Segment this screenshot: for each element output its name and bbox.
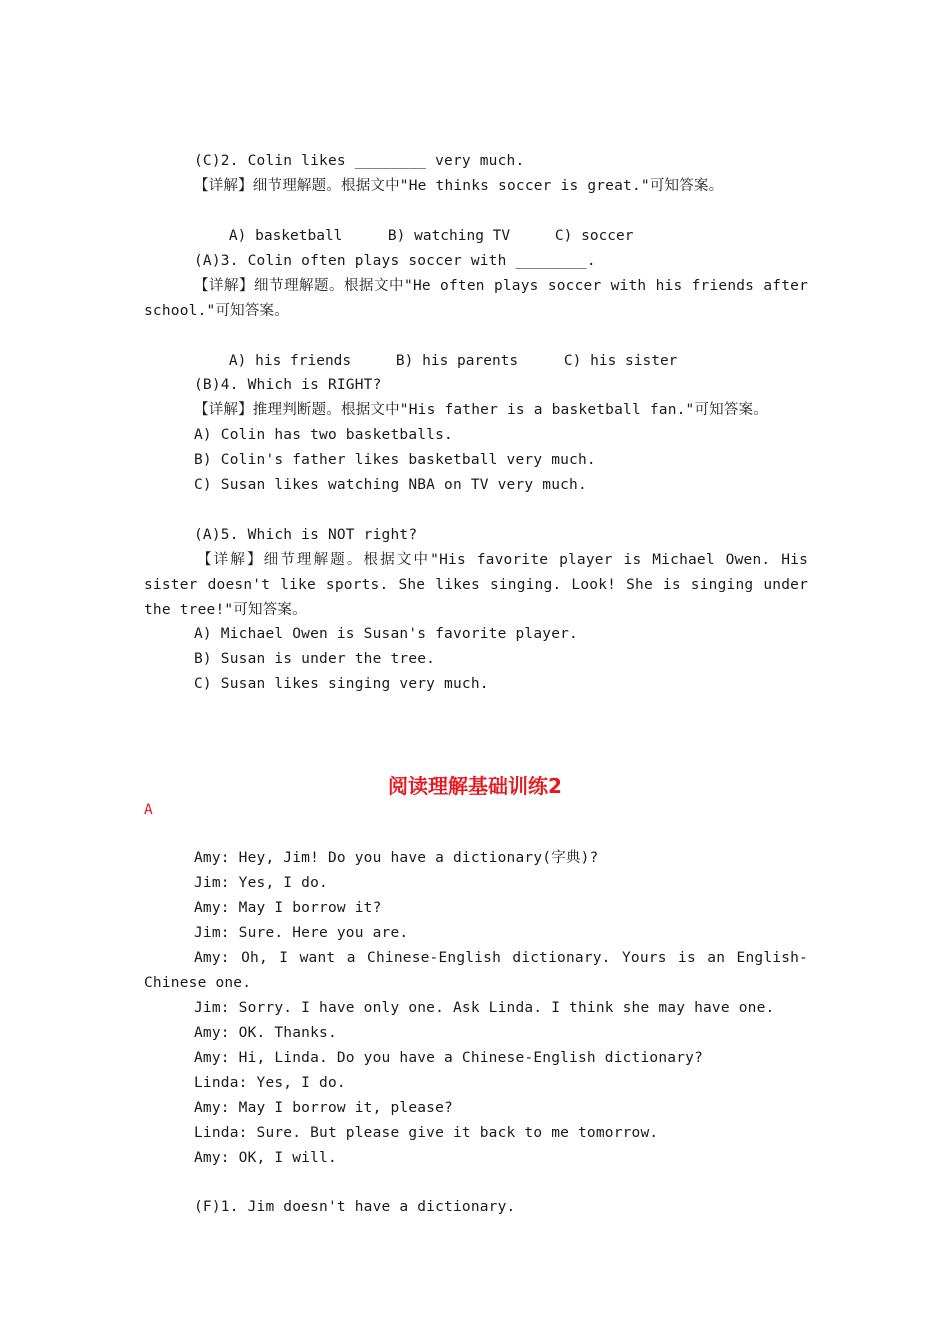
option-a: A) basketball bbox=[228, 228, 343, 244]
question-5-detail: 【详解】细节理解题。根据文中"His favorite player is Michael Owen. His sister doesn't like sports. She likes singing. Look! She is singing under the tree!"可知答案。 bbox=[144, 552, 808, 618]
dialogue-line: Linda: Sure. But please give it back to me tomorrow. bbox=[194, 1125, 659, 1141]
question-4-option-c: C) Susan likes watching NBA on TV very much. bbox=[194, 477, 587, 493]
dialogue-line: Amy: Hi, Linda. Do you have a Chinese-English dictionary? bbox=[194, 1050, 703, 1066]
dialogue-line: Amy: Hey, Jim! Do you have a dictionary(字典)? bbox=[194, 850, 599, 866]
option-c: C) soccer bbox=[554, 228, 634, 244]
option-a: A) his friends bbox=[228, 353, 352, 369]
question-4-stem: (B)4. Which is RIGHT? bbox=[194, 377, 382, 393]
question-5-option-a: A) Michael Owen is Susan's favorite player. bbox=[194, 626, 578, 642]
question-3-stem: (A)3. Colin often plays soccer with ________. bbox=[194, 253, 596, 269]
question-3-detail: 【详解】细节理解题。根据文中"He often plays soccer with his friends after school."可知答案。 bbox=[144, 278, 808, 319]
question-2-stem: (C)2. Colin likes ________ very much. bbox=[194, 153, 525, 169]
option-b: B) his parents bbox=[395, 353, 519, 369]
dialogue-line: Amy: OK, I will. bbox=[194, 1150, 337, 1166]
question-5-stem: (A)5. Which is NOT right? bbox=[194, 527, 418, 543]
option-c: C) his sister bbox=[563, 353, 678, 369]
dialogue-line: Jim: Sure. Here you are. bbox=[194, 925, 409, 941]
question-4-option-b: B) Colin's father likes basketball very much. bbox=[194, 452, 596, 468]
question-4-detail: 【详解】推理判断题。根据文中"His father is a basketball fan."可知答案。 bbox=[194, 402, 768, 418]
true-false-item-1: (F)1. Jim doesn't have a dictionary. bbox=[194, 1199, 516, 1215]
dialogue-line: Linda: Yes, I do. bbox=[194, 1075, 346, 1091]
dialogue-line: Amy: May I borrow it, please? bbox=[194, 1100, 453, 1116]
dialogue-line: Jim: Sorry. I have only one. Ask Linda. I think she may have one. bbox=[194, 1000, 775, 1016]
option-b: B) watching TV bbox=[387, 228, 511, 244]
question-5-option-c: C) Susan likes singing very much. bbox=[194, 676, 489, 692]
question-2-detail: 【详解】细节理解题。根据文中"He thinks soccer is great."可知答案。 bbox=[194, 178, 724, 194]
section-label: A bbox=[144, 802, 153, 818]
dialogue-line: Amy: May I borrow it? bbox=[194, 900, 382, 916]
question-4-option-a: A) Colin has two basketballs. bbox=[194, 427, 453, 443]
dialogue-line: Amy: OK. Thanks. bbox=[194, 1025, 337, 1041]
question-5-option-b: B) Susan is under the tree. bbox=[194, 651, 436, 667]
section-title: 阅读理解基础训练2 bbox=[388, 774, 562, 798]
dialogue-line: Jim: Yes, I do. bbox=[194, 875, 328, 891]
dialogue-line: Amy: Oh, I want a Chinese-English dictionary. Yours is an English-Chinese one. bbox=[144, 950, 808, 991]
